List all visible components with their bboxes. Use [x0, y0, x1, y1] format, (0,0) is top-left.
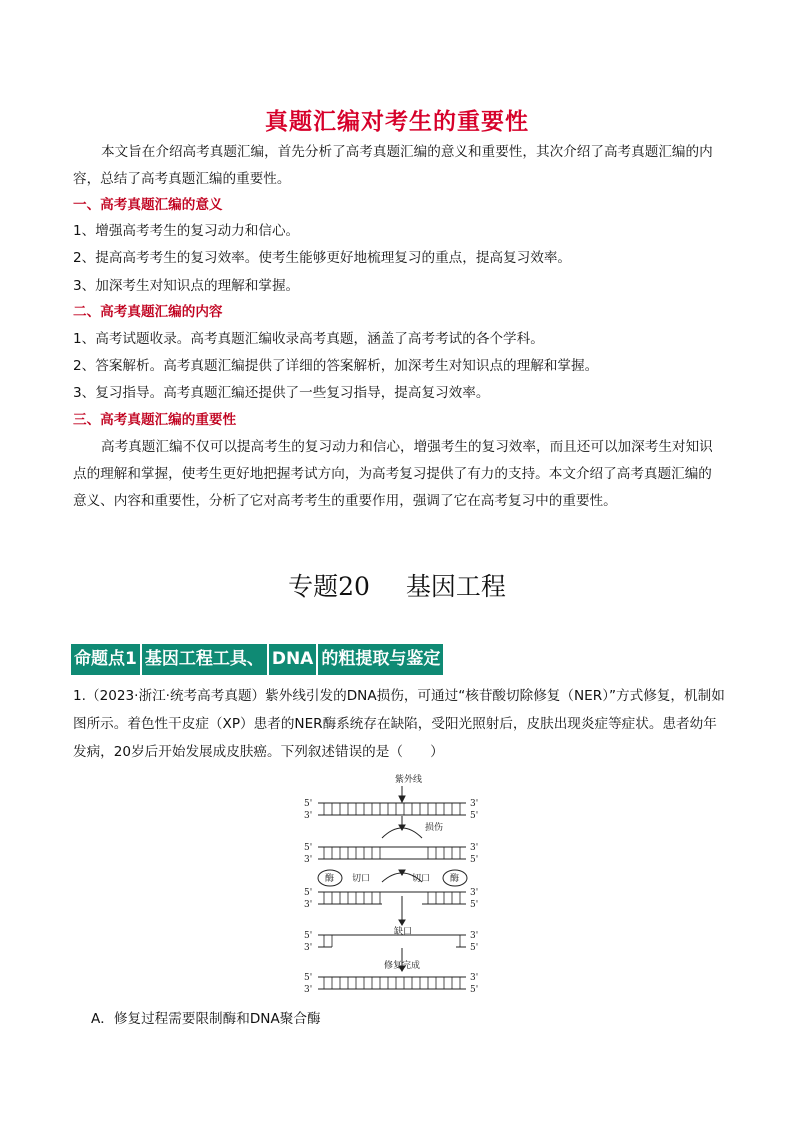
strand-end-3-right: 3' — [470, 799, 479, 809]
strand-end-5-right: 5' — [470, 855, 479, 865]
banner-part-1: 命题点1 — [71, 644, 140, 675]
section-1-item-2: 2、提高高考考生的复习效率。使考生能够更好地梳理复习的重点，提高复习效率。 — [73, 250, 572, 266]
cut-left-label: 切口 — [352, 874, 371, 884]
topic-name: 基因工程 — [405, 572, 506, 601]
strand-end-5-right: 5' — [470, 811, 479, 821]
strand-end-5-left: 5' — [304, 931, 313, 941]
topic-title — [0, 567, 794, 603]
gap-label: 缺口 — [394, 927, 413, 937]
intro-paragraph: 本文旨在介绍高考真题汇编，首先分析了高考真题汇编的意义和重要性，其次介绍了高考真题汇编的内容，总结了高考真题汇编的重要性。 — [73, 144, 713, 187]
topic-label: 专题20 — [288, 572, 370, 601]
strand-end-5-right: 5' — [470, 943, 479, 953]
banner-part-2: 基因工程工具、 — [142, 644, 267, 675]
strand-end-3-left: 3' — [304, 943, 313, 953]
enzyme-left-label: 酶 — [325, 874, 335, 884]
strand-end-3-left: 3' — [304, 811, 313, 821]
banner-part-4: 的粗提取与鉴定 — [318, 644, 443, 675]
section-2-item-2: 2、答案解析。高考真题汇编提供了详细的答案解析，加深考生对知识点的理解和掌握。 — [73, 358, 599, 374]
section-1-item-3: 3、加深考生对知识点的理解和掌握。 — [73, 278, 300, 294]
page-title: 真题汇编对考生的重要性 — [265, 109, 529, 135]
ner-diagram — [300, 772, 490, 994]
strand-end-5-left: 5' — [304, 973, 313, 983]
strand-end-5-right: 5' — [470, 900, 479, 910]
uv-arrow-head — [399, 796, 405, 802]
strand-end-5-left: 5' — [304, 799, 313, 809]
strand-end-5-left: 5' — [304, 843, 313, 853]
section-heading-1: 一、高考真题汇编的意义 — [73, 197, 223, 213]
enzyme-right-label: 酶 — [450, 874, 460, 884]
strand-end-3-right: 3' — [470, 973, 479, 983]
uv-label: 紫外线 — [395, 775, 423, 785]
cut-right-label: 切口 — [412, 874, 431, 884]
section-heading-3: 三、高考真题汇编的重要性 — [73, 412, 237, 428]
damage-label: 损伤 — [425, 823, 444, 833]
strand-end-3-left: 3' — [304, 900, 313, 910]
section-3-paragraph: 高考真题汇编不仅可以提高考生的复习动力和信心，增强考生的复习效率，而且还可以加深考生对知识点的理解和掌握，使考生更好地把握考试方向，为高考复习提供了有力的支持。本文介绍了高考真题汇编的意义、内容和重要性，分析了它对高考考生的重要作用，强调了它在高考复习中的重要性。 — [73, 439, 713, 509]
option-a: A．修复过程需要限制酶和DNA聚合酶 — [91, 1011, 321, 1027]
section-2-item-3: 3、复习指导。高考真题汇编还提供了一些复习指导，提高复习效率。 — [73, 385, 490, 401]
banner-part-3: DNA — [269, 644, 317, 675]
strand-end-3-right: 3' — [470, 888, 479, 898]
step-arrow-3-head — [399, 920, 405, 925]
strand-end-3-right: 3' — [470, 931, 479, 941]
strand-end-5-left: 5' — [304, 888, 313, 898]
strand-end-5-right: 5' — [470, 985, 479, 994]
done-label: 修复完成 — [384, 961, 421, 971]
section-1-item-1: 1、增强高考考生的复习动力和信心。 — [73, 223, 300, 239]
question-text: 1.（2023·浙江·统考高考真题）紫外线引发的DNA损伤，可通过“核苷酸切除修复（NER）”方式修复，机制如图所示。着色性干皮症（XP）患者的NER酶系统存在缺陷，受阳光照射后，皮肤出现炎症等症状。患者幼年发病，20岁后开始发展成皮肤癌。下列叙述错误的是（ ） — [73, 688, 725, 760]
strand-end-3-left: 3' — [304, 855, 313, 865]
section-2-item-1: 1、高考试题收录。高考真题汇编收录高考真题，涵盖了高考考试的各个学科。 — [73, 331, 544, 347]
section-heading-2: 二、高考真题汇编的内容 — [73, 304, 223, 320]
strand-end-3-left: 3' — [304, 985, 313, 994]
section-banner — [71, 644, 445, 675]
ner-repair-figure — [300, 772, 490, 994]
strand-end-3-right: 3' — [470, 843, 479, 853]
